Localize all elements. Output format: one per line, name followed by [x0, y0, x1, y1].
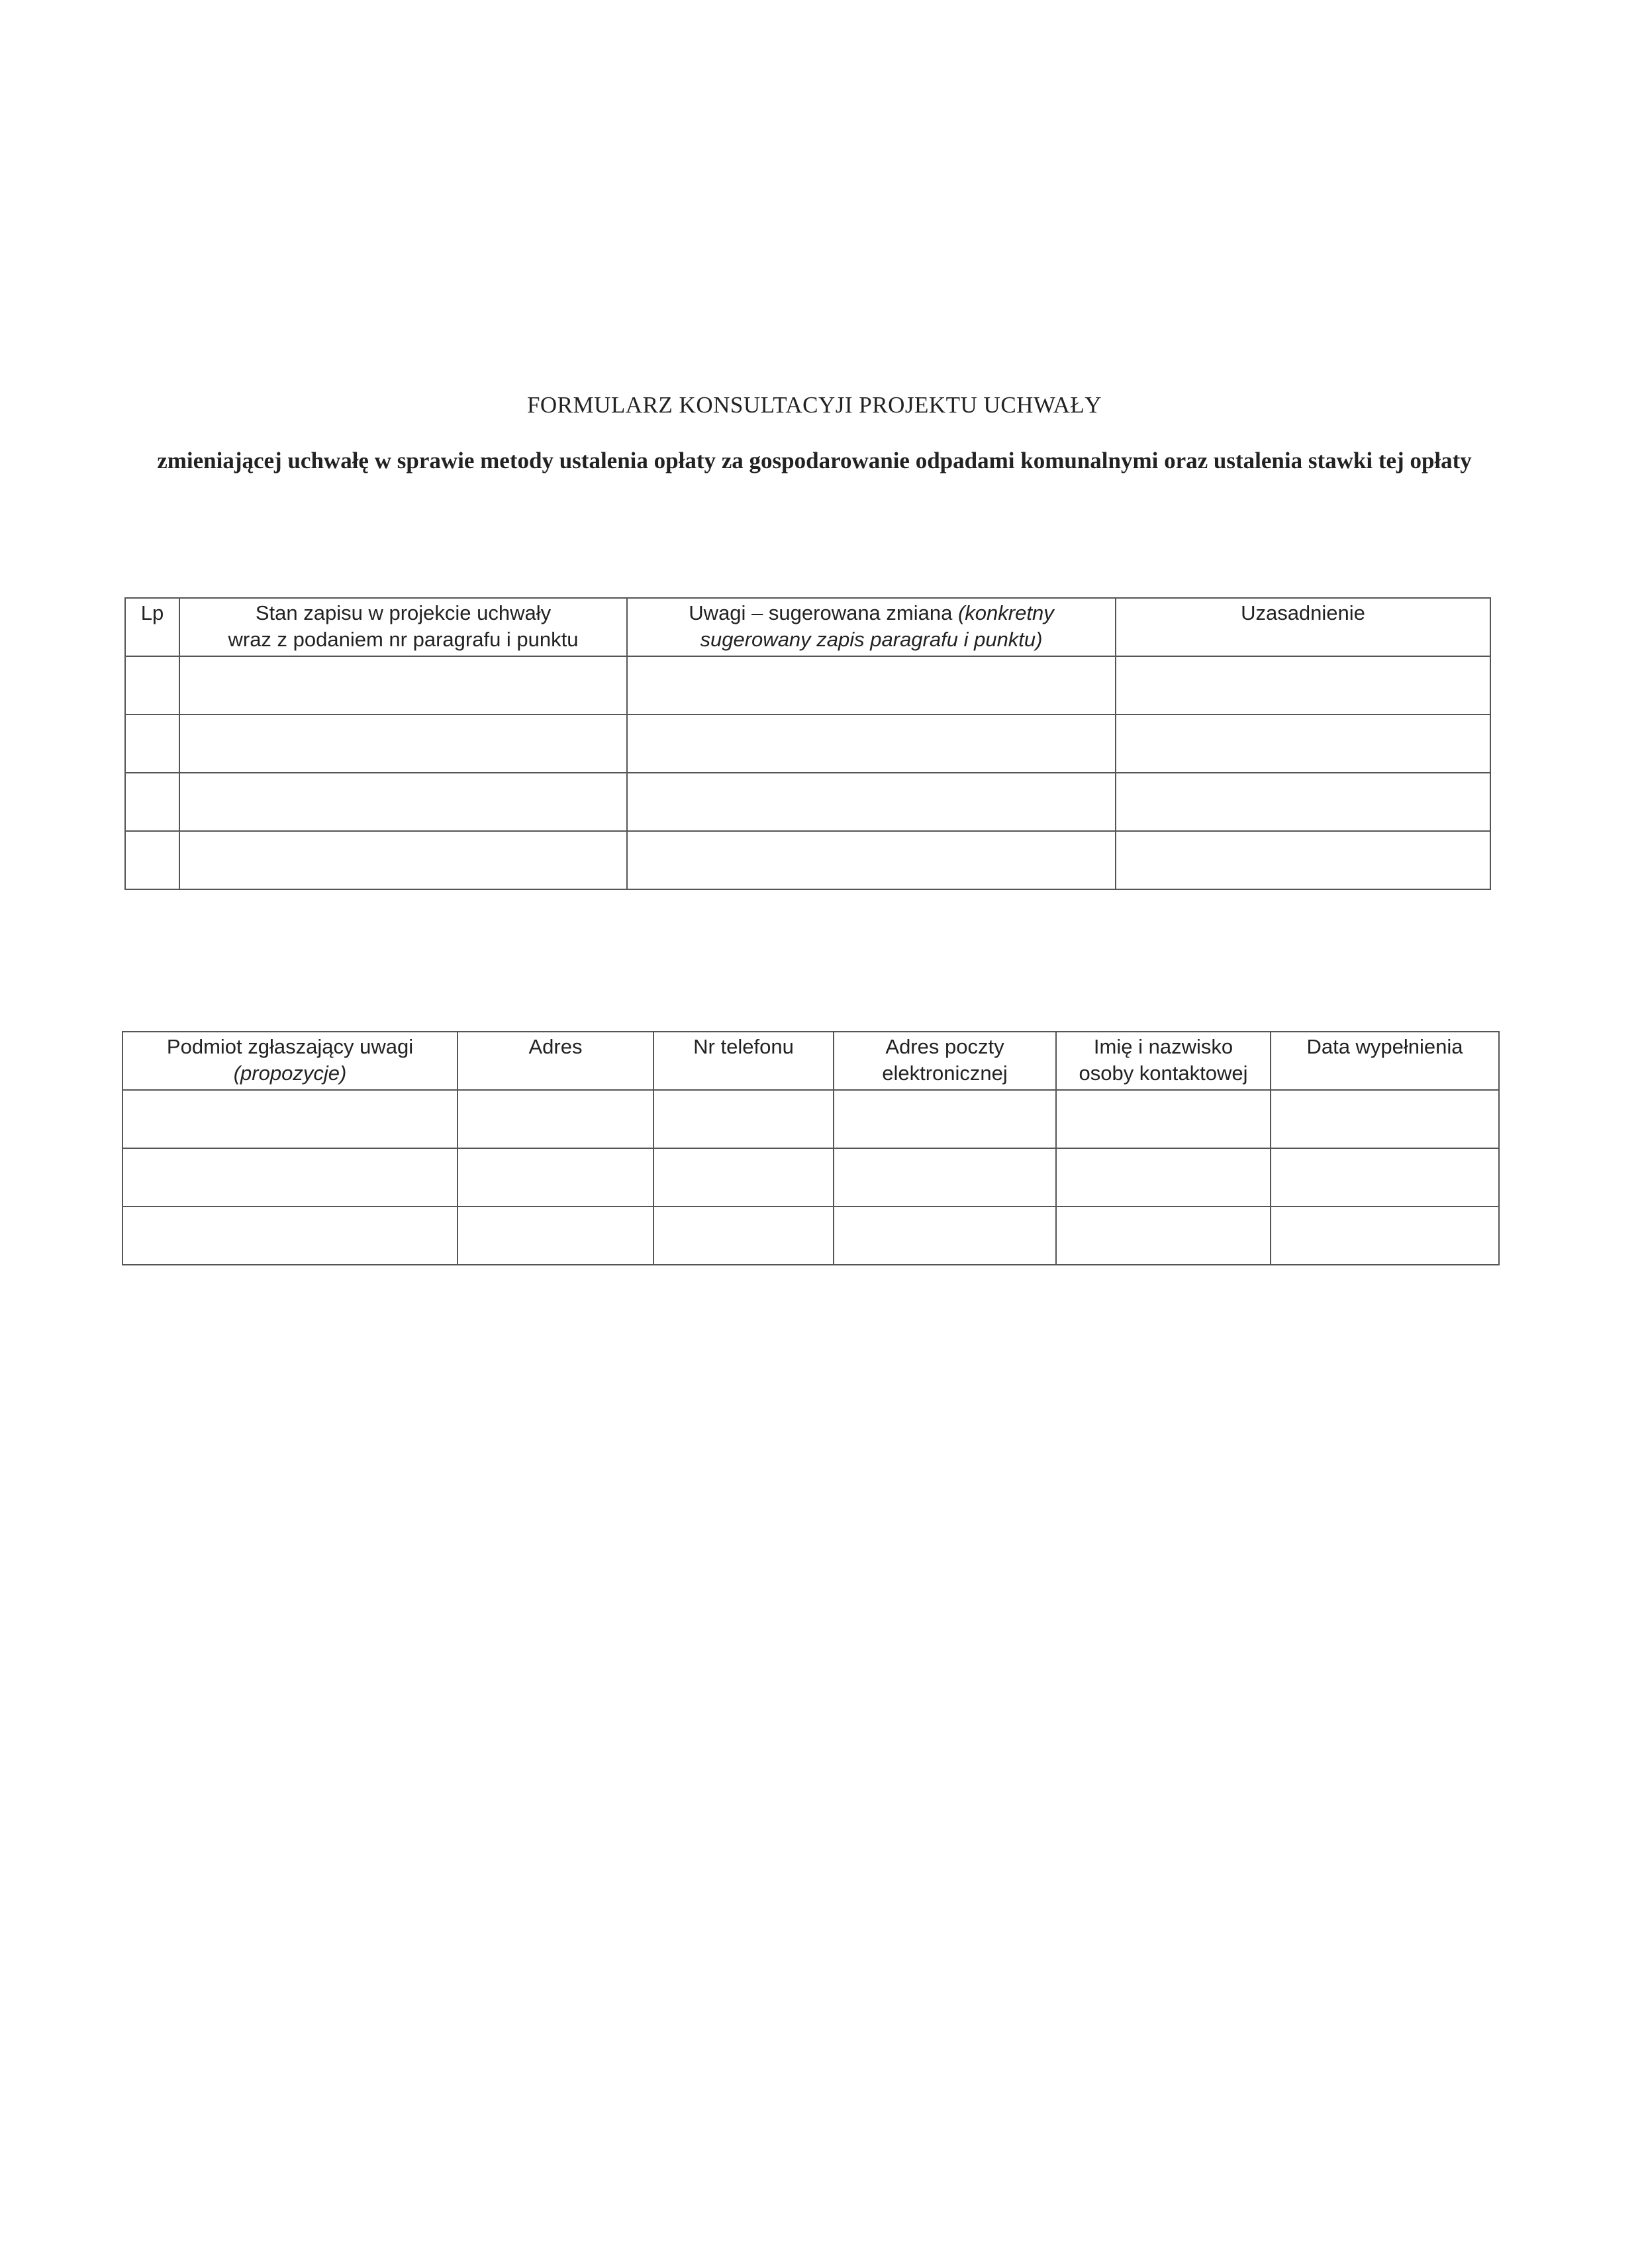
cell-data-wypelnienia[interactable] — [1271, 1207, 1499, 1265]
header-adres — [458, 1032, 653, 1090]
cell-osoba-kontaktowa[interactable] — [1056, 1207, 1271, 1265]
cell-adres-email[interactable] — [834, 1148, 1056, 1207]
cell-nr-telefonu[interactable] — [653, 1090, 834, 1148]
header-podmiot-line2: (propozycje) — [233, 1061, 347, 1085]
form-subtitle: zmieniającej uchwałę w sprawie metody ustalenia opłaty za gospodarowanie odpadami komunalnymi oraz ustalenia stawki tej opłaty — [157, 448, 1472, 473]
header-uwagi — [627, 598, 1116, 656]
header-stan-zapisu-line2: wraz z podaniem nr paragrafu i punktu — [228, 628, 579, 651]
cell-data-wypelnienia[interactable] — [1271, 1090, 1499, 1148]
cell-stan-zapisu[interactable] — [179, 656, 627, 715]
cell-stan-zapisu[interactable] — [179, 773, 627, 831]
comments-table — [124, 597, 1491, 890]
submitter-table-header-row — [122, 1032, 1499, 1090]
header-uzasadnienie-label: Uzasadnienie — [1241, 601, 1365, 624]
cell-adres[interactable] — [458, 1148, 653, 1207]
header-nr-telefonu-label: Nr telefonu — [693, 1035, 794, 1058]
cell-uwagi[interactable] — [627, 715, 1116, 773]
table-row — [122, 1148, 1499, 1207]
table-row — [125, 715, 1490, 773]
header-adres-email-line1: Adres poczty — [885, 1035, 1004, 1058]
table-row — [125, 773, 1490, 831]
cell-adres-email[interactable] — [834, 1207, 1056, 1265]
table-row — [125, 831, 1490, 889]
cell-lp[interactable] — [125, 715, 179, 773]
cell-lp[interactable] — [125, 773, 179, 831]
cell-podmiot[interactable] — [122, 1207, 458, 1265]
header-data-wypelnienia-label: Data wypełnienia — [1306, 1035, 1463, 1058]
header-adres-label: Adres — [528, 1035, 583, 1058]
header-podmiot — [122, 1032, 458, 1090]
header-adres-email-line2: elektronicznej — [882, 1061, 1008, 1085]
cell-uzasadnienie[interactable] — [1116, 773, 1490, 831]
table-row — [122, 1090, 1499, 1148]
form-title: FORMULARZ KONSULTACYJI PROJEKTU UCHWAŁY — [526, 392, 1102, 418]
cell-stan-zapisu[interactable] — [179, 831, 627, 889]
cell-osoba-kontaktowa[interactable] — [1056, 1148, 1271, 1207]
header-podmiot-line1: Podmiot zgłaszający uwagi — [166, 1035, 414, 1058]
header-osoba-kontaktowa — [1056, 1032, 1271, 1090]
cell-adres[interactable] — [458, 1090, 653, 1148]
header-uwagi-line1-italic: (konkretny — [957, 601, 1054, 624]
cell-uzasadnienie[interactable] — [1116, 831, 1490, 889]
cell-podmiot[interactable] — [122, 1090, 458, 1148]
cell-podmiot[interactable] — [122, 1148, 458, 1207]
header-uwagi-line2: sugerowany zapis paragrafu i punktu) — [700, 628, 1043, 651]
comments-table-header-row — [125, 598, 1490, 656]
header-stan-zapisu — [179, 598, 627, 656]
header-lp — [125, 598, 179, 656]
cell-uzasadnienie[interactable] — [1116, 715, 1490, 773]
submitter-table — [122, 1031, 1500, 1265]
cell-adres-email[interactable] — [834, 1090, 1056, 1148]
cell-lp[interactable] — [125, 831, 179, 889]
header-nr-telefonu — [653, 1032, 834, 1090]
cell-uwagi[interactable] — [627, 773, 1116, 831]
cell-data-wypelnienia[interactable] — [1271, 1148, 1499, 1207]
header-lp-label: Lp — [140, 601, 164, 624]
table-row — [125, 656, 1490, 715]
cell-osoba-kontaktowa[interactable] — [1056, 1090, 1271, 1148]
cell-stan-zapisu[interactable] — [179, 715, 627, 773]
cell-uwagi[interactable] — [627, 831, 1116, 889]
cell-uwagi[interactable] — [627, 656, 1116, 715]
header-uwagi-line1-plain: Uwagi – sugerowana zmiana — [689, 601, 958, 624]
header-data-wypelnienia — [1271, 1032, 1499, 1090]
header-osoba-kontaktowa-line1: Imię i nazwisko — [1093, 1035, 1233, 1058]
cell-lp[interactable] — [125, 656, 179, 715]
table-row — [122, 1207, 1499, 1265]
cell-nr-telefonu[interactable] — [653, 1148, 834, 1207]
header-adres-email — [834, 1032, 1056, 1090]
header-osoba-kontaktowa-line2: osoby kontaktowej — [1079, 1061, 1248, 1085]
cell-adres[interactable] — [458, 1207, 653, 1265]
cell-uzasadnienie[interactable] — [1116, 656, 1490, 715]
header-uwagi-line1 — [628, 600, 1115, 626]
header-stan-zapisu-line1: Stan zapisu w projekcie uchwały — [255, 601, 552, 624]
header-uzasadnienie — [1116, 598, 1490, 656]
cell-nr-telefonu[interactable] — [653, 1207, 834, 1265]
